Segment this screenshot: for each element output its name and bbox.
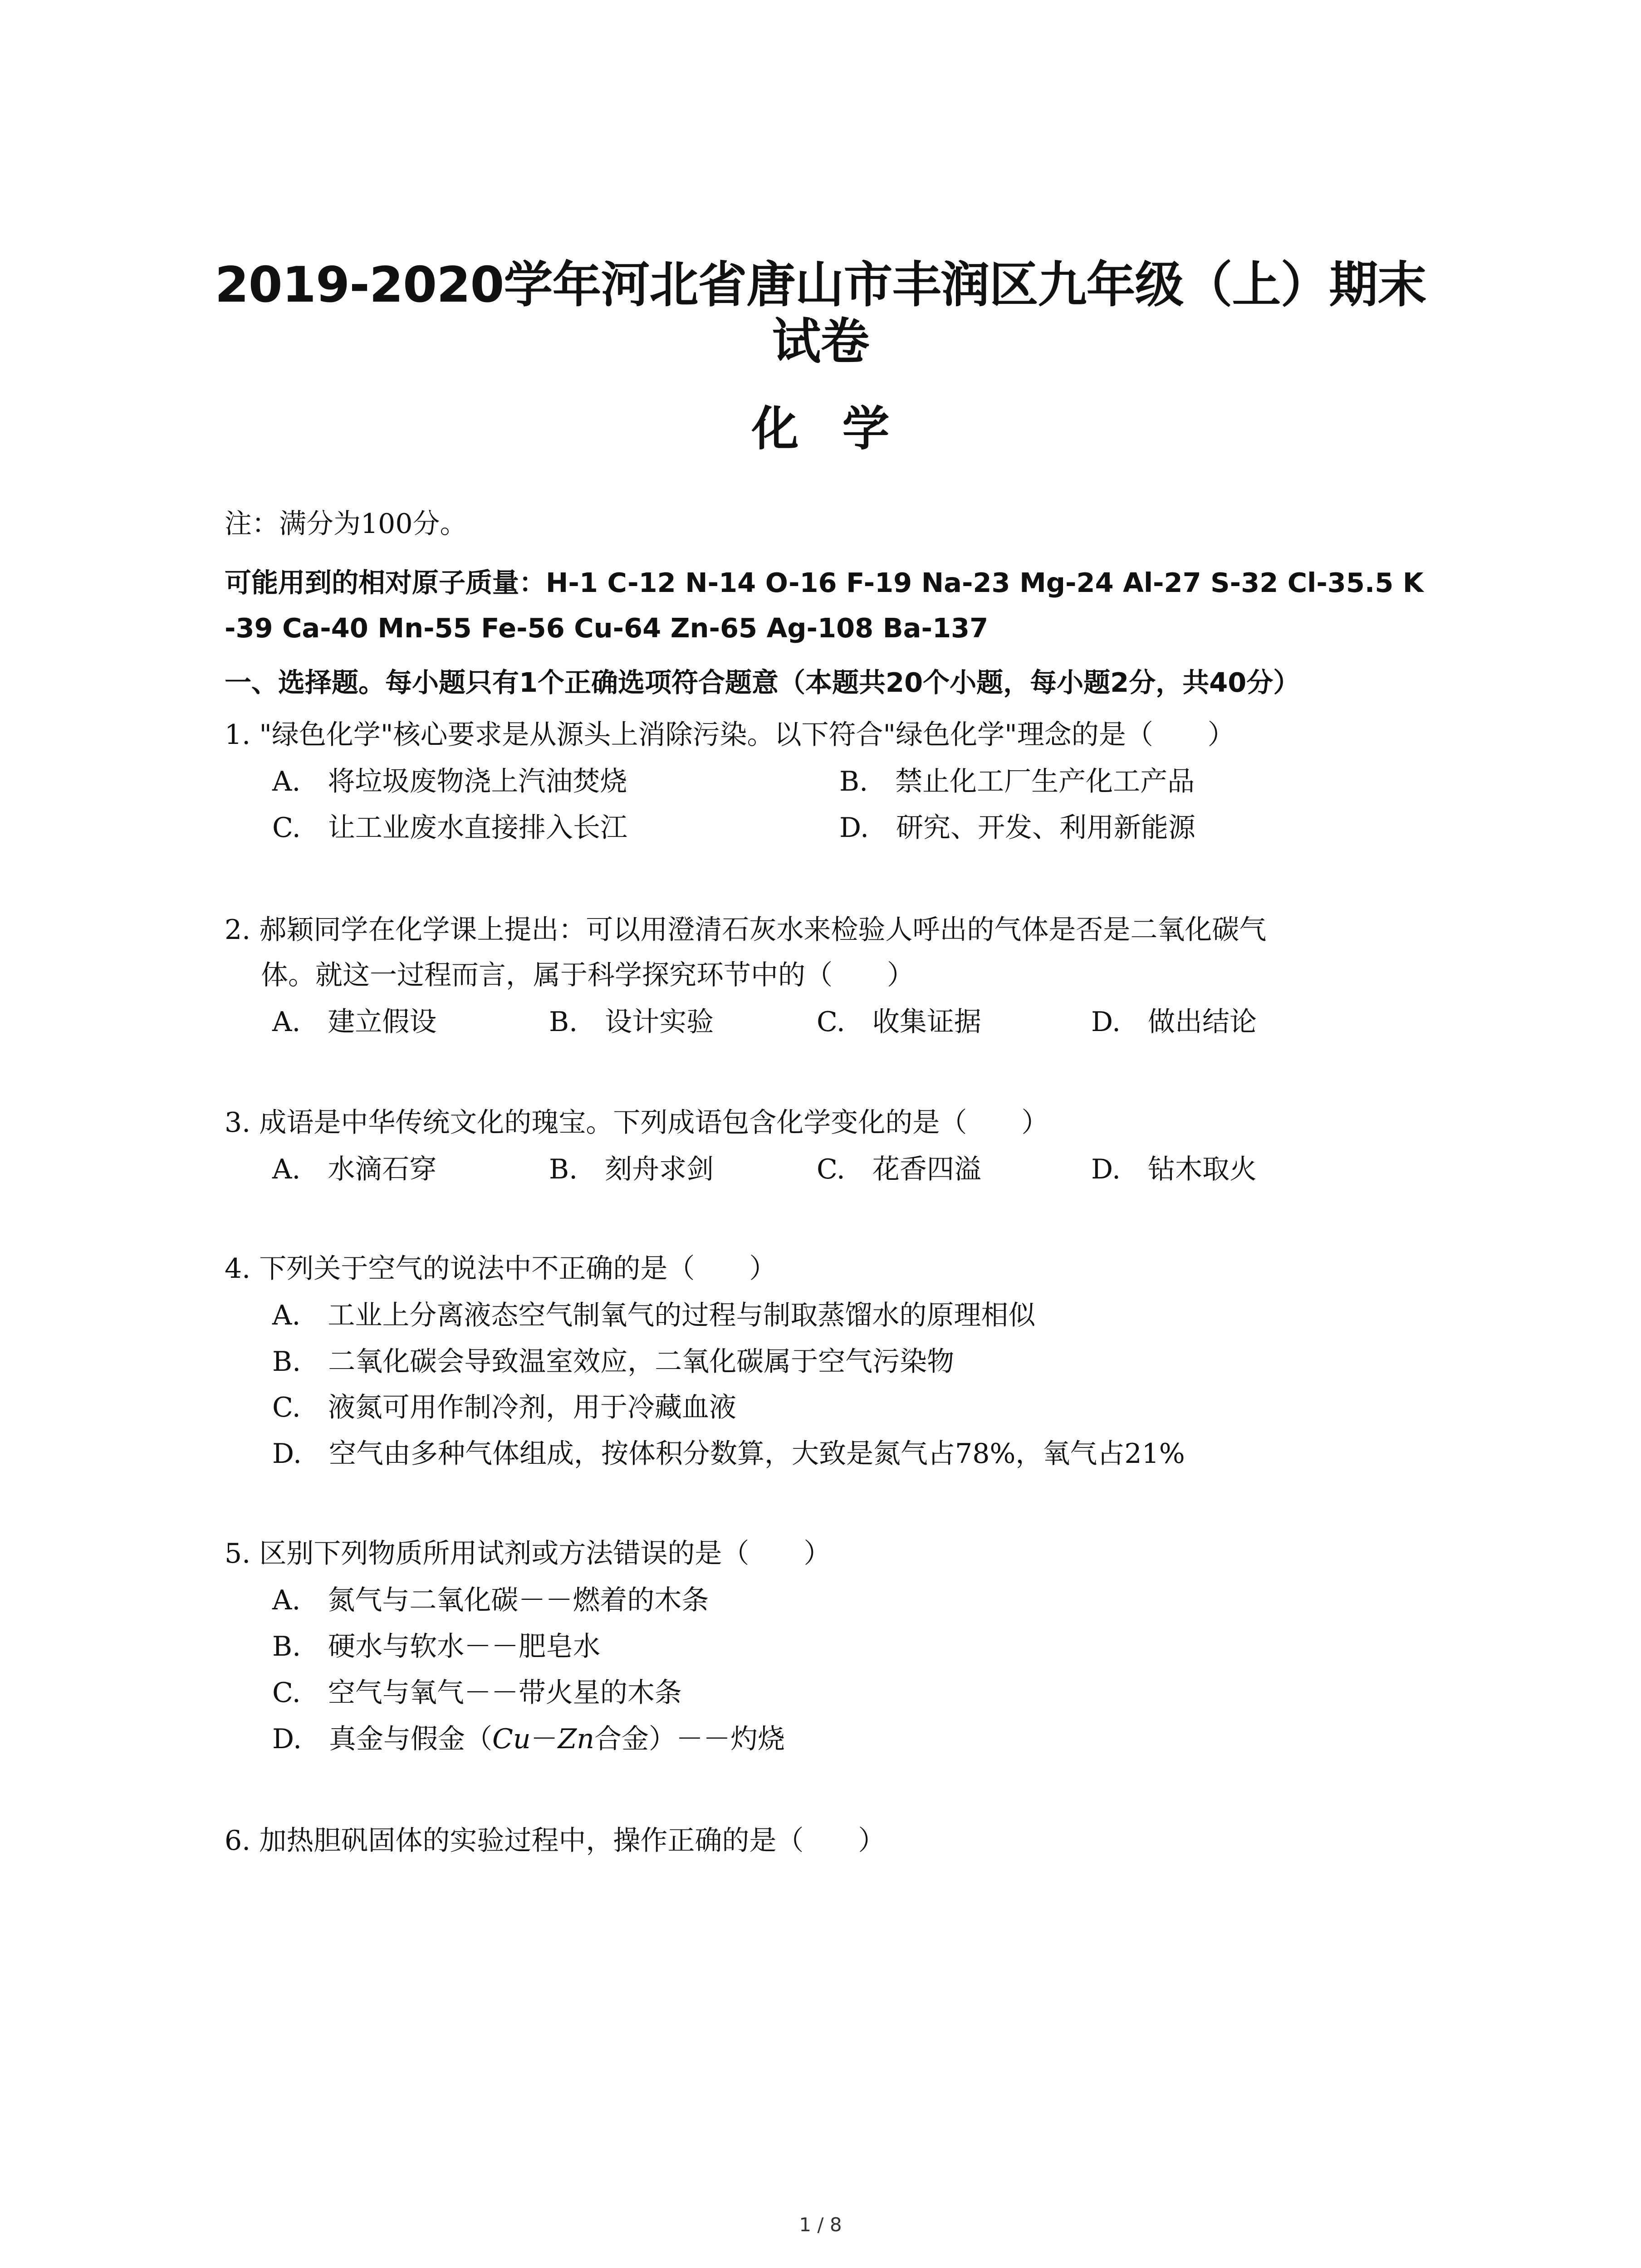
question-4-stem: 4. 下列关于空气的说法中不正确的是（ ） (225, 1253, 777, 1285)
page-indicator: 1 / 8 (799, 2214, 842, 2236)
question-4-option-d: D. 空气由多种气体组成，按体积分数算，大致是氮气占78%，氧气占21% (272, 1438, 1185, 1470)
score-note: 注：满分为100分。 (225, 508, 467, 540)
question-2-stem-cont: 体。就这一过程而言，属于科学探究环节中的（ ） (261, 959, 914, 991)
question-4-option-b: B. 二氧化碳会导致温室效应，二氧化碳属于空气污染物 (272, 1346, 955, 1378)
question-2-option-d: D. 做出结论 (1091, 1006, 1257, 1038)
question-3-option-c: C. 花香四溢 (817, 1154, 981, 1185)
question-5-stem: 5. 区别下列物质所用试剂或方法错误的是（ ） (225, 1538, 831, 1569)
question-1-stem: 1. "绿色化学"核心要求是从源头上消除污染。以下符合"绿色化学"理念的是（ ） (225, 719, 1235, 751)
question-5-option-a: A. 氮气与二氧化碳－－燃着的木条 (272, 1584, 709, 1616)
atomic-mass-line1: 可能用到的相对原子质量：H-1 C-12 N-14 O-16 F-19 Na-23 Mg-24 Al-27 S-32 Cl-35.5 K (225, 567, 1424, 598)
question-1-option-b: B. 禁止化工厂生产化工产品 (839, 766, 1195, 797)
question-1-option-c: C. 让工业废水直接排入长江 (272, 812, 627, 844)
question-3-option-b: B. 刻舟求剑 (549, 1154, 714, 1185)
question-5-option-c: C. 空气与氧气－－带火星的木条 (272, 1677, 682, 1709)
exam-title-line2: 试卷 (772, 313, 869, 370)
subject-char-2: 学 (842, 401, 890, 456)
exam-title-line1: 2019-2020学年河北省唐山市丰润区九年级（上）期末 (215, 257, 1426, 313)
question-4-option-a: A. 工业上分离液态空气制氧气的过程与制取蒸馏水的原理相似 (272, 1300, 1036, 1331)
subject-char-1: 化 (751, 401, 799, 456)
question-5-option-b: B. 硬水与软水－－肥皂水 (272, 1631, 601, 1662)
section-heading: 一、选择题。每小题只有1个正确选项符合题意（本题共20个小题，每小题2分，共40分） (225, 667, 1300, 698)
question-2-option-a: A. 建立假设 (272, 1006, 437, 1038)
option-d-suffix: 合金）－－灼烧 (594, 1723, 785, 1755)
question-3-option-a: A. 水滴石穿 (272, 1154, 437, 1185)
question-1-option-d: D. 研究、开发、利用新能源 (839, 812, 1196, 844)
formula-zn: Zn (558, 1723, 594, 1755)
question-5-option-d (272, 1721, 785, 1757)
formula-cu: Cu (492, 1723, 531, 1755)
question-2-stem: 2. 郝颖同学在化学课上提出：可以用澄清石灰水来检验人呼出的气体是否是二氧化碳气 (225, 914, 1267, 946)
subject-title (136, 399, 1505, 458)
question-3-stem: 3. 成语是中华传统文化的瑰宝。下列成语包含化学变化的是（ ） (225, 1107, 1049, 1139)
question-2-option-c: C. 收集证据 (817, 1006, 981, 1038)
option-d-prefix: D. 真金与假金（ (272, 1723, 493, 1755)
question-4-option-c: C. 液氮可用作制冷剂，用于冷藏血液 (272, 1392, 736, 1423)
question-6-stem: 6. 加热胆矾固体的实验过程中，操作正确的是（ ） (225, 1825, 886, 1857)
question-2-option-b: B. 设计实验 (549, 1006, 714, 1038)
atomic-mass-line2: -39 Ca-40 Mn-55 Fe-56 Cu-64 Zn-65 Ag-108 Ba-137 (225, 612, 989, 644)
question-1-option-a: A. 将垃圾废物浇上汽油焚烧 (272, 766, 627, 797)
question-3-option-d: D. 钻木取火 (1091, 1154, 1257, 1185)
formula-dash: － (530, 1723, 558, 1755)
